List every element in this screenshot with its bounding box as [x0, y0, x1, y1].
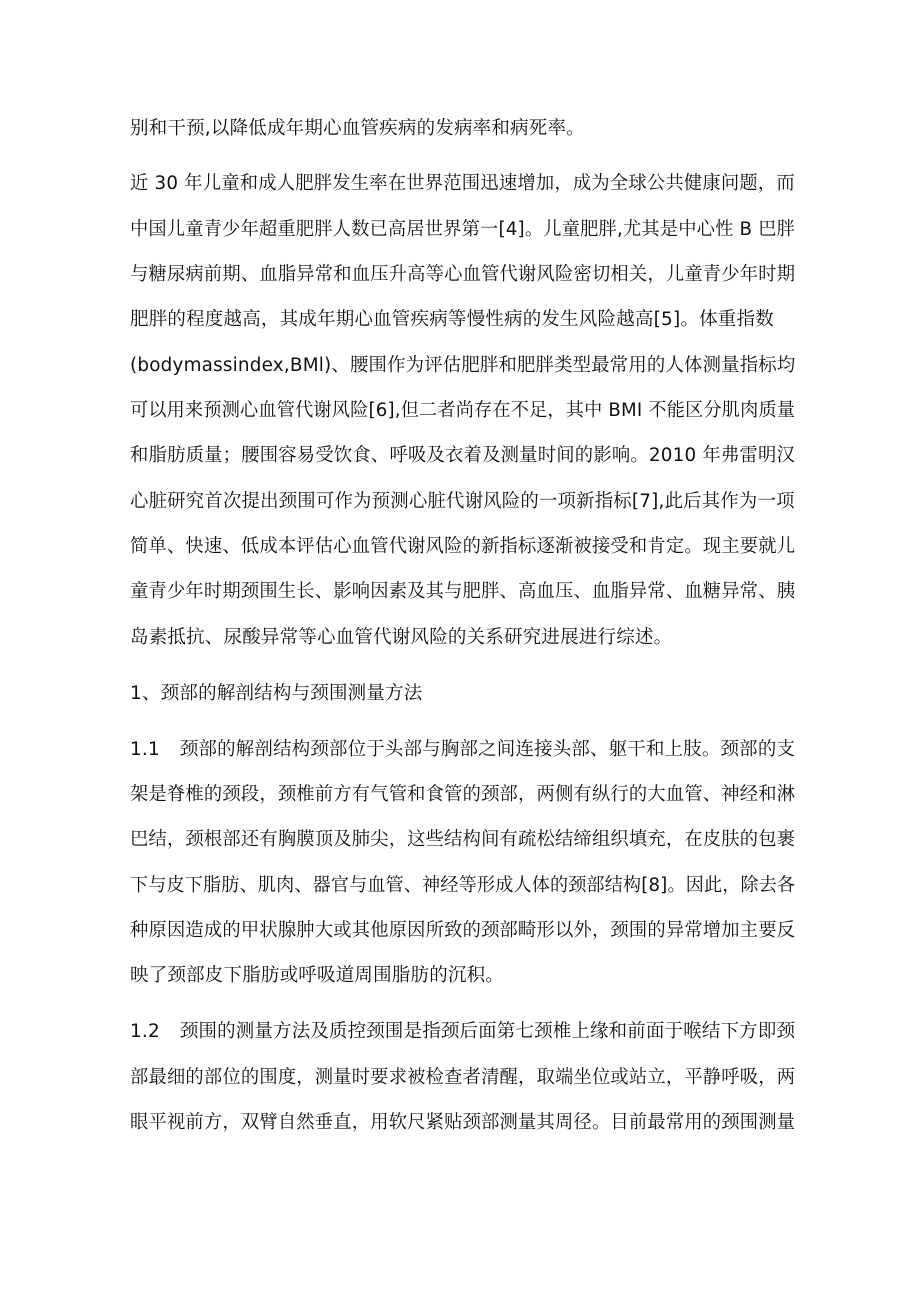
paragraph-line: 简单、快速、低成本评估心血管代谢风险的新指标逐渐被接受和肯定。现主要就儿	[130, 536, 796, 557]
paragraph-line: 颈围的测量方法及质控颈围是指颈后面第七颈椎上缘和前面于喉结下方即颈	[179, 1021, 796, 1042]
paragraph-line: 肥胖的程度越高，其成年期心血管疾病等慢性病的发生风险越高[5]。体重指数	[130, 309, 774, 330]
paragraph-line: 与糖尿病前期、血脂异常和血压升高等心血管代谢风险密切相关，儿童青少年时期	[130, 264, 796, 285]
paragraph-line: 眼平视前方，双臂自然垂直，用软尺紧贴颈部测量其周径。目前最常用的颈围测量	[130, 1112, 796, 1133]
paragraph-line: 种原因造成的甲状腺肿大或其他原因所致的颈部畸形以外，颈围的异常增加主要反	[130, 920, 796, 941]
paragraph-line: 下与皮下脂肪、肌肉、器官与血管、神经等形成人体的颈部结构[8]。因此，除去各	[130, 875, 796, 896]
subsection-1-2-first-line	[130, 1019, 795, 1045]
paragraph-line: 可以用来预测心血管代谢风险[6],但二者尚存在不足，其中 BMI 不能区分肌肉质量	[130, 400, 796, 421]
paragraph-line: 中国儿童青少年超重肥胖人数已高居世界第一[4]。儿童肥胖,尤其是中心性 B 巴胖	[130, 219, 796, 240]
paragraph-line: 和脂肪质量；腰围容易受饮食、呼吸及衣着及测量时间的影响。2010 年弗雷明汉	[130, 445, 796, 466]
section-heading: 1、颈部的解剖结构与颈围测量方法	[130, 683, 423, 704]
section-number: 1.1	[130, 739, 160, 760]
paragraph-line: 近 30 年儿童和成人肥胖发生率在世界范围迅速增加，成为全球公共健康问题，而	[130, 173, 795, 194]
paragraph-line: 颈部的解剖结构颈部位于头部与胸部之间连接头部、躯干和上肢。颈部的支	[179, 739, 796, 760]
paragraph-line: 岛素抵抗、尿酸异常等心血管代谢风险的关系研究进展进行综述。	[130, 627, 673, 648]
section-number: 1.2	[130, 1021, 160, 1042]
paragraph-line: 映了颈部皮下脂肪或呼吸道周围脂肪的沉积。	[130, 965, 505, 986]
paragraph-line: (bodymassindex,BMl)、腰围作为评估肥胖和肥胖类型最常用的人体测量指标均	[130, 355, 796, 376]
paragraph-line: 童青少年时期颈围生长、影响因素及其与肥胖、高血压、血脂异常、血糖异常、胰	[130, 581, 796, 602]
paragraph-line: 架是脊椎的颈段，颈椎前方有气管和食管的颈部，两侧有纵行的大血管、神经和淋	[130, 784, 796, 805]
paragraph-line: 部最细的部位的围度，测量时要求被检查者清醒，取端坐位或站立，平静呼吸，两	[130, 1067, 796, 1088]
subsection-1-1-first-line	[130, 737, 795, 763]
paragraph-line: 巴结，颈根部还有胸膜顶及肺尖，这些结构间有疏松结缔组织填充，在皮肤的包裹	[130, 829, 796, 850]
paragraph-line: 别和干预,以降低成年期心血管疾病的发病率和病死率。	[130, 118, 585, 139]
paragraph-line: 心脏研究首次提出颈围可作为预测心脏代谢风险的一项新指标[7],此后其作为一项	[130, 491, 795, 512]
